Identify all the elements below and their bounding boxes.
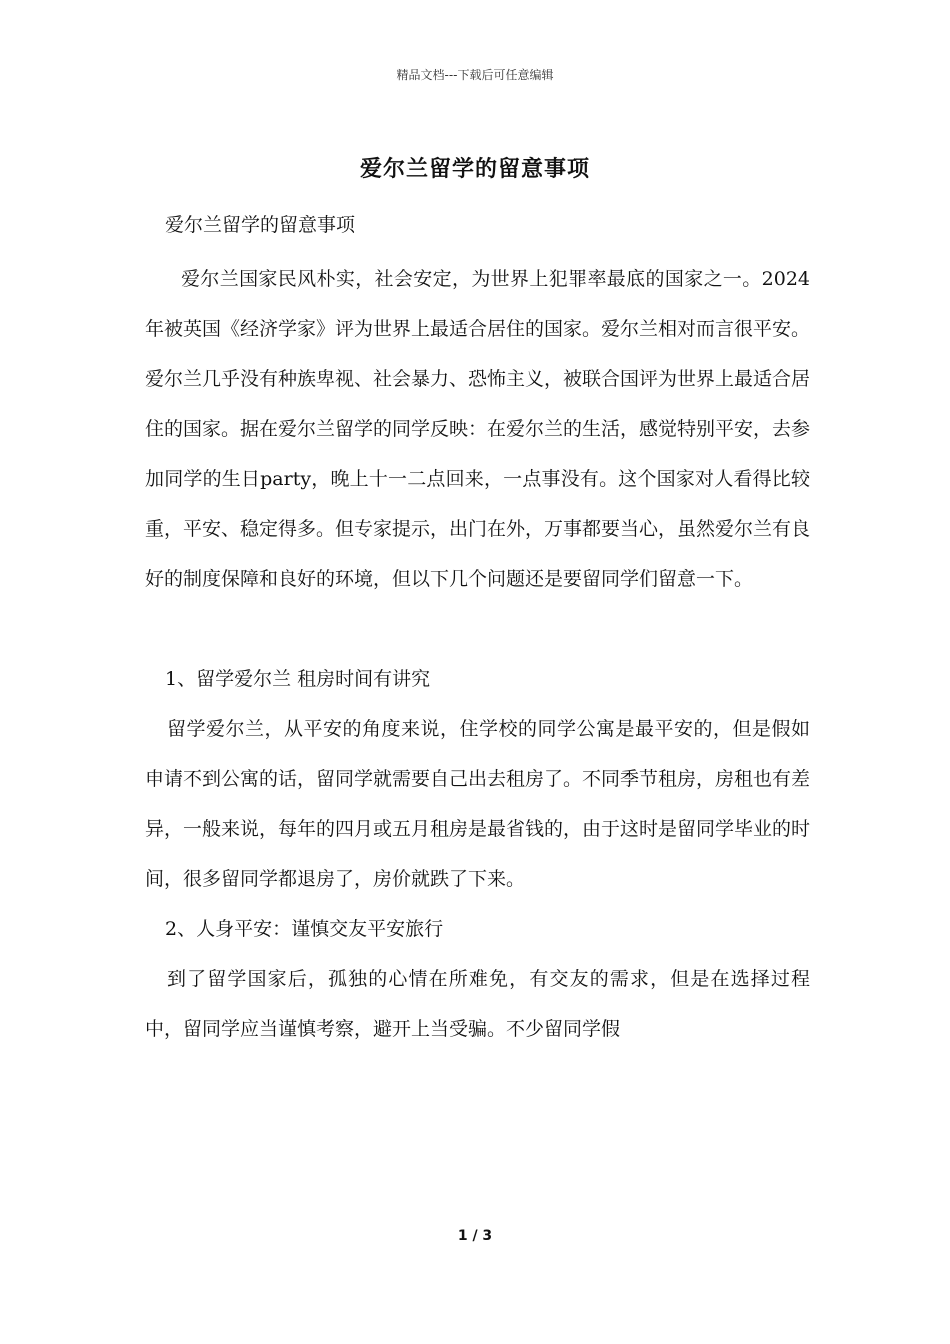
page-number: 1 / 3 [457, 1228, 493, 1244]
section-2-heading: 2、人身平安：谨慎交友平安旅行 [165, 918, 444, 940]
document-body [145, 200, 810, 1054]
paragraph-spacer [145, 604, 810, 654]
document-title: 爱尔兰留学的留意事项 [359, 156, 590, 182]
intro-paragraph: 爱尔兰国家民风朴实，社会安定，为世界上犯罪率最底的国家之一。2024年被英国《经济学家》评为世界上最适合居住的国家。爱尔兰相对而言很平安。爱尔兰几乎没有种族卑视、社会暴力、恐怖主义，被联合国评为世界上最适合居住的国家。据在爱尔兰留学的同学反映：在爱尔兰的生活，感觉特别平安，去参加同学的生日party，晚上十一二点回来，一点事没有。这个国家对人看得比较重，平安、稳定得多。但专家提示，出门在外，万事都要当心，虽然爱尔兰有良好的制度保障和良好的环境，但以下几个问题还是要留同学们留意一下。 [145, 268, 811, 590]
page-header: 精品文档---下载后可任意编辑 [396, 68, 554, 82]
section-2-paragraph: 到了留学国家后，孤独的心情在所难免，有交友的需求，但是在选择过程中，留同学应当谨慎考察，避开上当受骗。不少留同学假 [145, 968, 810, 1040]
section-1-heading: 1、留学爱尔兰 租房时间有讲究 [165, 668, 431, 690]
section-1-paragraph: 留学爱尔兰，从平安的角度来说，住学校的同学公寓是最平安的，但是假如申请不到公寓的话，留同学就需要自己出去租房了。不同季节租房，房租也有差异，一般来说，每年的四月或五月租房是最省钱的，由于这时是留同学毕业的时间，很多留同学都退房了，房价就跌了下来。 [145, 718, 811, 890]
document-subtitle: 爱尔兰留学的留意事项 [165, 214, 356, 236]
